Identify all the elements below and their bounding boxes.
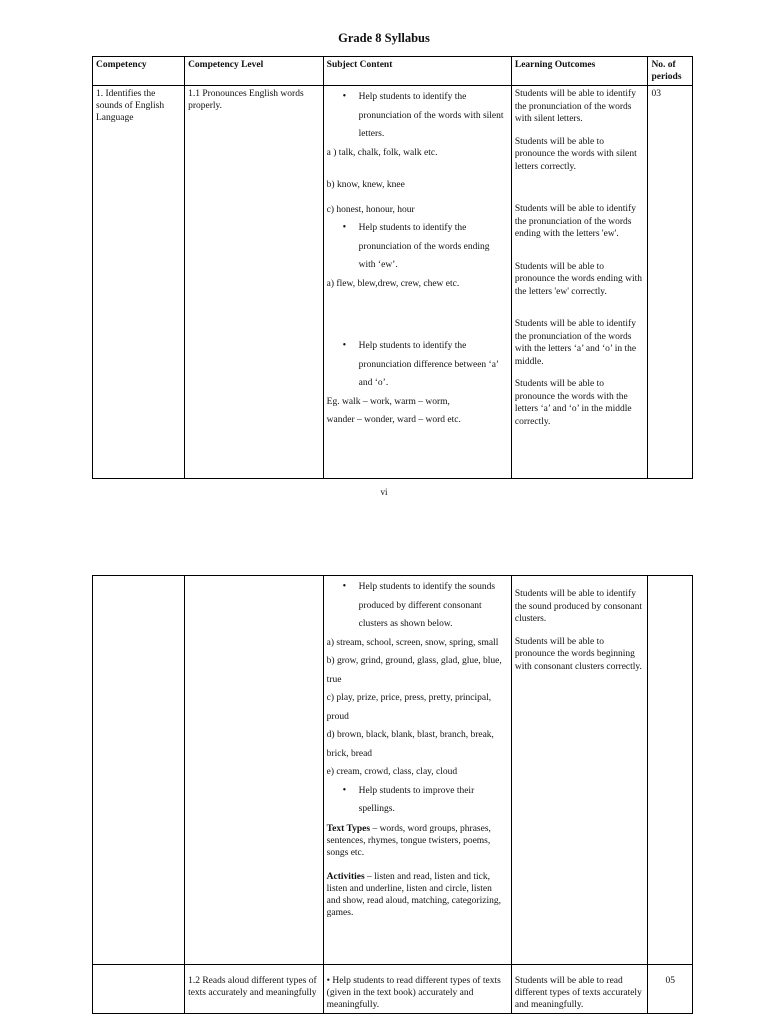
content-bullet: • Help students to identify the pronunciation of the words with silent letters. [327, 88, 508, 144]
content-example: e) cream, crowd, class, clay, cloud [326, 767, 458, 777]
header-competency: Competency [93, 57, 185, 86]
table-row [93, 576, 693, 965]
periods-cell: 05 [648, 965, 693, 1014]
text-types-label: Text Types [326, 823, 371, 834]
subject-content-cell [323, 576, 511, 965]
table-header-row [93, 57, 693, 86]
content-example: a ) talk, chalk, folk, walk etc. [326, 147, 438, 158]
periods-cell [648, 576, 693, 965]
learning-outcomes-cell [511, 86, 648, 479]
header-learning-outcomes: Learning Outcomes [511, 57, 648, 86]
content-example: c) play, prize, price, press, pretty, principal, proud [326, 693, 492, 722]
outcome-text: Students will be able to pronounce the words with the letters ‘a’ and ‘o’ in the middle correctly. [514, 379, 632, 427]
text-types [327, 823, 508, 859]
content-example: Eg. walk – work, warm – worm, [326, 396, 450, 407]
syllabus-table-top [92, 56, 693, 479]
outcome-text: Students will be able to identify the pronunciation of the words with the letters ‘a’ and ‘o’ in the middle. [514, 319, 637, 367]
competency-cell [93, 576, 185, 965]
competency-level-cell: 1.2 Reads aloud different types of texts accurately and meaningfully [185, 965, 324, 1014]
subject-content-cell: • Help students to read different types of texts (given in the text book) accurately and meaningfully. [323, 965, 511, 1014]
header-periods: No. of periods [648, 57, 693, 86]
content-example: c) honest, honour, hour [326, 204, 415, 215]
outcome-text: Students will be able to pronounce the words beginning with consonant clusters correctly. [514, 636, 642, 672]
text-types-text: – words, word groups, phrases, sentences, rhymes, tongue twisters, poems, songs etc. [326, 823, 491, 858]
content-example: wander – wonder, ward – word etc. [326, 415, 461, 425]
outcome-text: Students will be able to identify the pronunciation of the words ending with the letters 'ew'. [514, 204, 636, 239]
syllabus-table-continued [92, 575, 693, 1014]
content-example: d) brown, black, blank, blast, branch, break, brick, bread [326, 730, 494, 759]
header-competency-level: Competency Level [185, 57, 324, 86]
periods-cell: 03 [648, 86, 693, 479]
table-row [93, 965, 693, 1014]
competency-level-cell [185, 576, 324, 965]
learning-outcomes-cell: Students will be able to read different types of texts accurately and meaningfully. [511, 965, 648, 1014]
competency-level-cell: 1.1 Pronounces English words properly. [185, 86, 324, 479]
competency-cell: 1. Identifies the sounds of English Language [93, 86, 185, 479]
subject-content-cell [323, 86, 511, 479]
header-subject-content: Subject Content [323, 57, 511, 86]
content-bullet: • Help students to identify the pronunciation of the words ending with ‘ew’. [327, 219, 508, 275]
learning-outcomes-cell [511, 576, 648, 965]
content-example: b) know, knew, knee [326, 180, 405, 190]
outcome-text: Students will be able to identify the sound produced by consonant clusters. [514, 589, 643, 624]
table-row [93, 86, 693, 479]
content-example: a) flew, blew,drew, crew, chew etc. [326, 278, 460, 289]
activities [327, 871, 508, 919]
outcome-text: Students will be able to pronounce the words with silent letters correctly. [514, 136, 637, 172]
page-title: Grade 8 Syllabus [338, 31, 430, 45]
competency-cell [93, 965, 185, 1014]
content-bullet: • Help students to identify the pronunciation difference between ‘a’ and ‘o’. [327, 337, 508, 393]
content-bullet: • Help students to identify the sounds produced by different consonant clusters as shown below. [327, 578, 508, 634]
outcome-text: Students will be able to pronounce the words ending with the letters 'ew' correctly. [514, 261, 643, 297]
content-example: a) stream, school, screen, snow, spring, small [326, 637, 499, 648]
content-bullet: • Help students to improve their spellings. [327, 782, 508, 819]
activities-label: Activities [326, 871, 365, 882]
outcome-text: Students will be able to identify the pronunciation of the words with silent letters. [514, 89, 636, 124]
content-example: b) grow, grind, ground, glass, glad, glue, blue, true [326, 656, 502, 685]
page-number: vi [380, 487, 388, 497]
activities-text: – listen and read, listen and tick, listen and underline, listen and circle, listen and show, read aloud, matching, categorizing, games. [326, 871, 501, 918]
